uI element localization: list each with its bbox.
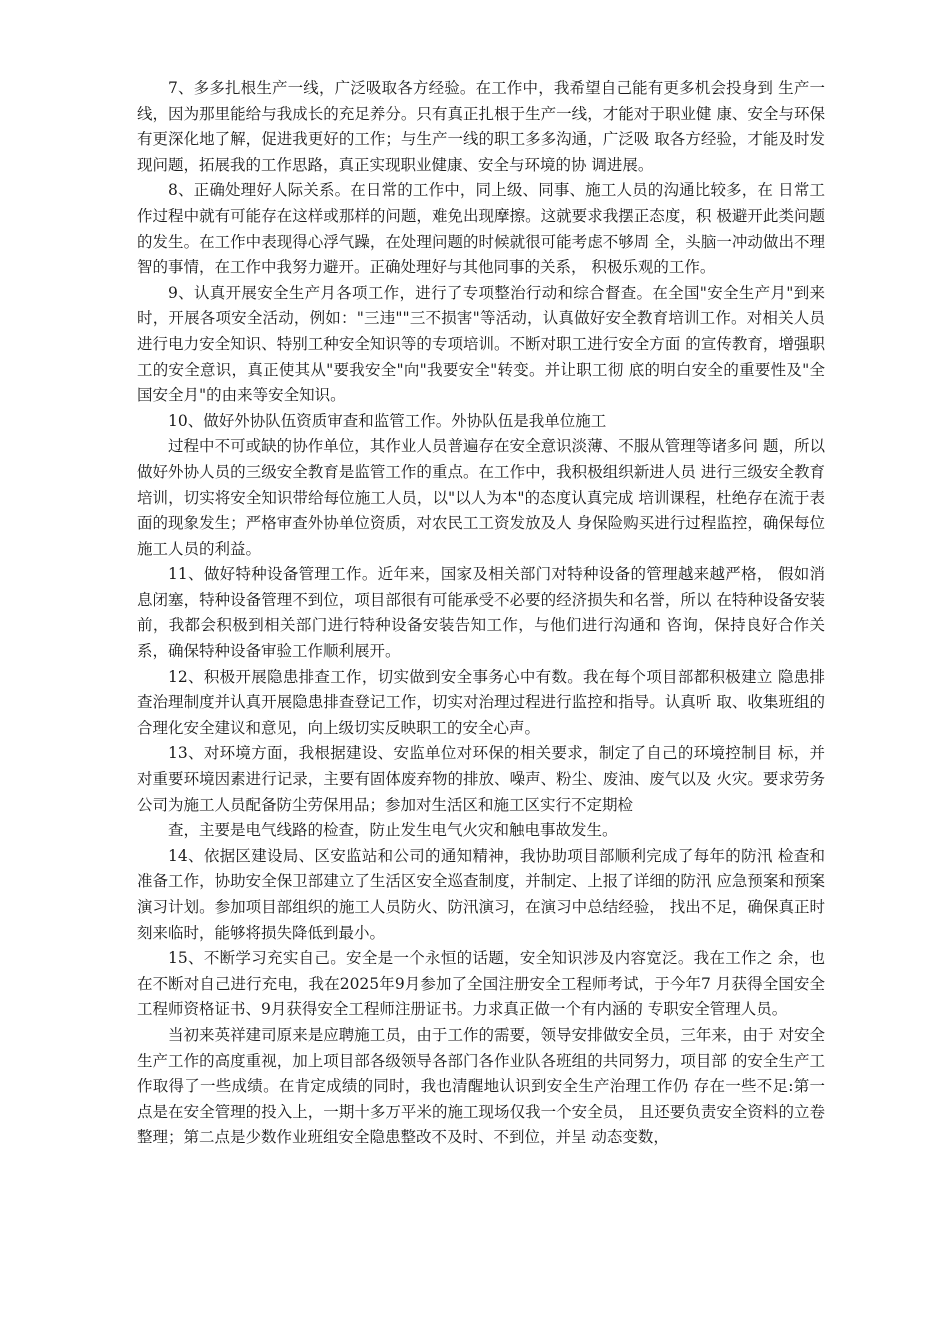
paragraph-13: 13、对环境方面，我根据建设、安监单位对环保的相关要求，制定了自己的环境控制目 标，并对重要环境因素进行记录，主要有固体废弃物的排放、噪声、粉尘、废油、废气以及 火灾。要求劳务公司为施工人员配备防尘劳保用品；参加对生活区和施工区实行不定期检 xyxy=(137,744,825,814)
paragraph-10: 10、做好外协队伍资质审查和监管工作。外协队伍是我单位施工 xyxy=(168,411,607,430)
paragraph-9: 9、认真开展安全生产月各项工作，进行了专项整治行动和综合督查。在全国"安全生产月"到来时，开展各项安全活动，例如："三违""三不损害"等活动，认真做好安全教育培训工作。对相关人员进行电力安全知识、特别工种安全知识等的专项培训。不断对职工进行安全方面 的宣传教育，增强职工的安全意识，真正使其从"要我安全"向"我要安全"转变。并让职工彻 底的明白安全的重要性及"全国安全月"的由来等安全知识。 xyxy=(137,283,825,405)
paragraph-14: 14、依据区建设局、区安监站和公司的通知精神，我协助项目部顺利完成了每年的防汛 检查和准备工作，协助安全保卫部建立了生活区安全巡查制度，并制定、上报了详细的防汛 应急预案和预案演习计划。参加项目部组织的施工人员防火、防汛演习，在演习中总结经验， 找出不足，确保真正时刻来临时，能够将损失降低到最小。 xyxy=(137,846,825,942)
paragraph-13-continued: 查，主要是电气线路的检查，防止发生电气火灾和触电事故发生。 xyxy=(168,821,618,840)
paragraph-7: 7、多多扎根生产一线，广泛吸取各方经验。在工作中，我希望自己能有更多机会投身到 生产一线，因为那里能给与我成长的充足养分。只有真正扎根于生产一线，才能对于职业健 康、安全与环保有更深化地了解，促进我更好的工作；与生产一线的职工多多沟通，广泛吸 取各方经验，才能及时发现问题，拓展我的工作思路，真正实现职业健康、安全与环境的协 调进展。 xyxy=(137,79,825,174)
paragraph-12: 12、积极开展隐患排查工作，切实做到安全事务心中有数。我在每个项目部都积极建立 隐患排查治理制度并认真开展隐患排查登记工作，切实对治理过程进行监控和指导。认真听 取、收集班组的合理化安全建议和意见，向上级切实反映职工的安全心声。 xyxy=(137,667,825,737)
paragraph-10-continued: 过程中不可或缺的协作单位，其作业人员普遍存在安全意识淡薄、不服从管理等诸多问 题，所以做好外协人员的三级安全教育是监管工作的重点。在工作中，我积极组织新进人员 进行三级安全教育培训，切实将安全知识带给每位施工人员，以"以人为本"的态度认真完成 培训课程，杜绝存在流于表面的现象发生；严格审查外协单位资质，对农民工工资发放及人 身保险购买进行过程监控，确保每位施工人员的利益。 xyxy=(137,437,825,558)
paragraph-summary: 当初来英祥建司原来是应聘施工员，由于工作的需要，领导安排做安全员，三年来，由于 对安全生产工作的高度重视，加上项目部各级领导各部门各作业队各班组的共同努力，项目部 的安全生产工作取得了一些成绩。在肯定成绩的同时，我也清醒地认识到安全生产治理工作仍 存在一些不足:第一点是在安全管理的投入上，一期十多万平米的施工现场仅我一个安全员， 且还要负责安全资料的立卷整理；第二点是少数作业班组安全隐患整改不及时、不到位，并呈 动态变数， xyxy=(137,1025,825,1147)
paragraph-11: 11、做好特种设备管理工作。近年来，国家及相关部门对特种设备的管理越来越严格， 假如消息闭塞，特种设备管理不到位，项目部很有可能承受不必要的经济损失和名誉，所以 在特种设备安装前，我都会积极到相关部门进行特种设备安装告知工作，与他们进行沟通和 咨询，保持良好合作关系，确保特种设备审验工作顺利展开。 xyxy=(137,565,825,661)
document-body xyxy=(137,76,825,1151)
paragraph-8: 8、正确处理好人际关系。在日常的工作中，同上级、同事、施工人员的沟通比较多，在 日常工作过程中就有可能存在这样或那样的问题，难免出现摩擦。这就要求我摆正态度，积 极避开此类问题的发生。在工作中表现得心浮气躁，在处理问题的时候就很可能考虑不够周 全，头脑一冲动做出不理智的事情，在工作中我努力避开。正确处理好与其他同事的关系， 积极乐观的工作。 xyxy=(137,181,825,277)
paragraph-15: 15、不断学习充实自己。安全是一个永恒的话题，安全知识涉及内容宽泛。我在工作之 余，也在不断对自己进行充电，我在2025年9月参加了全国注册安全工程师考试，于今年7 月获得全国安全工程师资格证书、9月获得安全工程师注册证书。力求真正做一个有内涵的 专职安全管理人员。 xyxy=(137,949,825,1019)
